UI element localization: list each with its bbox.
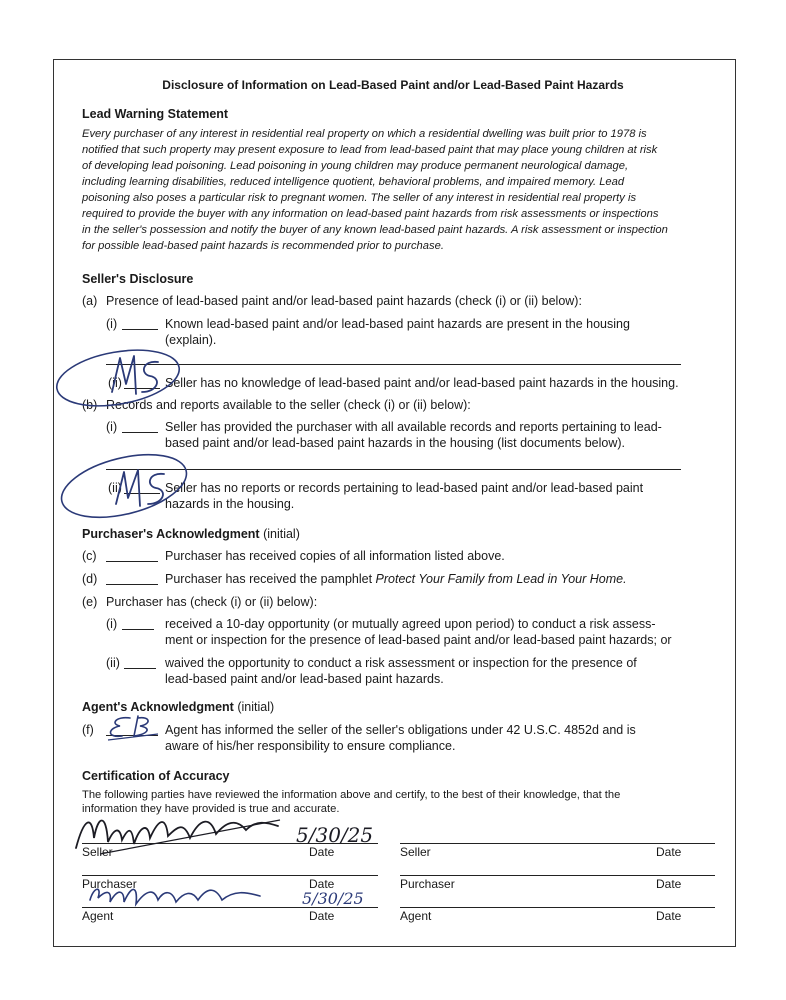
warning-line: required to provide the buyer with any information on lead-based paint hazards from risk assessments or inspections — [82, 208, 659, 220]
agent-label-left: Agent — [82, 909, 114, 923]
warning-line: of developing lead poisoning. Lead poisoning in young children may produce permanent neurological damage, — [82, 160, 629, 172]
seller-signature-handwritten — [70, 808, 290, 858]
item-e-i-line2: ment or inspection for the presence of lead-based paint and/or lead-based paint hazards; or — [165, 633, 672, 647]
item-b-i-line2: based paint and/or lead-based paint hazards in the housing (list documents below). — [165, 436, 626, 450]
item-a-ii-num: (ii) — [108, 376, 122, 390]
item-a-i-line2: (explain). — [165, 333, 217, 347]
seller-date-ink-text: 5/30/25 — [296, 823, 374, 847]
purchaser-label-left: Purchaser — [82, 877, 137, 891]
agent-initials-f-handwritten — [104, 712, 164, 742]
warning-line: including learning disabilities, reduced intelligence quotient, behavioral problems, and impaired memory. Lead — [82, 176, 625, 188]
agents-ack-initial-note: (initial) — [237, 700, 275, 714]
item-e-ii-line1: waived the opportunity to conduct a risk assessment or inspection for the presence of — [165, 656, 637, 670]
item-d-text-plain: Purchaser has received the pamphlet — [165, 572, 376, 586]
lead-warning-heading: Lead Warning Statement — [82, 107, 229, 121]
seller-date-label-left: Date — [309, 845, 335, 859]
item-c-letter: (c) — [82, 549, 97, 563]
item-a-letter: (a) — [82, 294, 98, 308]
seller-label-left: Seller — [82, 845, 113, 859]
warning-line: Every purchaser of any interest in residential real property on which a residential dwelling was built prior to 1978 is — [82, 128, 647, 140]
item-b-text: Records and reports available to the seller (check (i) or (ii) below): — [106, 398, 471, 412]
item-e-i-num: (i) — [106, 617, 118, 631]
seller-initials-a-ii-handwritten — [50, 340, 190, 410]
item-a-text: Presence of lead-based paint and/or lead-based paint hazards (check (i) or (ii) below): — [106, 294, 582, 308]
item-c-initial-blank[interactable] — [106, 561, 158, 562]
agent-date-ink-text: 5/30/25 — [302, 889, 364, 908]
seller-date-label-right: Date — [656, 845, 682, 859]
pamphlet-title: Protect Your Family from Lead in Your Home. — [375, 572, 627, 586]
purchaser-date-label-right: Date — [656, 877, 682, 891]
purchaser-date-label-left: Date — [309, 877, 335, 891]
item-f-line2: aware of his/her responsibility to ensure compliance. — [165, 739, 456, 753]
item-e-i-initial-blank[interactable] — [122, 629, 154, 630]
item-b-i-num: (i) — [106, 420, 118, 434]
purchaser-signature-line-right[interactable] — [400, 875, 715, 876]
purchasers-ack-initial-note: (initial) — [263, 527, 300, 541]
item-f-line1: Agent has informed the seller of the seller's obligations under 42 U.S.C. 4852d and is — [165, 723, 636, 737]
lead-warning-text — [82, 126, 722, 254]
item-c-text: Purchaser has received copies of all information listed above. — [165, 549, 505, 563]
warning-line: for possible lead-based paint hazards is recommended prior to purchase. — [82, 240, 444, 252]
item-e-ii-line2: lead-based paint and/or lead-based paint hazards. — [165, 672, 444, 686]
sellers-disclosure-heading: Seller's Disclosure — [82, 272, 194, 286]
certification-line1: The following parties have reviewed the information above and certify, to the best of their knowledge, that the — [82, 789, 621, 801]
item-a-i-num: (i) — [106, 317, 118, 331]
item-f-letter: (f) — [82, 723, 94, 737]
purchaser-label-right: Purchaser — [400, 877, 455, 891]
agent-date-label-right: Date — [656, 909, 682, 923]
item-d-text — [165, 572, 627, 586]
explain-line[interactable] — [106, 364, 681, 365]
item-b-i-line1: Seller has provided the purchaser with all available records and reports pertaining to lead- — [165, 420, 662, 434]
item-b-ii-num: (ii) — [108, 481, 122, 495]
warning-line: in the seller's possession and notify the buyer of any known lead-based paint hazards. A risk assessment or inspection — [82, 224, 668, 236]
agents-ack-title: Agent's Acknowledgment — [82, 700, 234, 714]
seller-initials-b-ii-handwritten — [52, 446, 198, 526]
warning-line: notified that such property may present exposure to lead from lead-based paint that may place young children at risk — [82, 144, 658, 156]
warning-line: poisoning also poses a particular risk to pregnant women. The seller of any interest in residential real property is — [82, 192, 637, 204]
item-a-i-line1: Known lead-based paint and/or lead-based paint hazards are present in the housing — [165, 317, 630, 331]
purchaser-signature-line-left[interactable] — [82, 875, 378, 876]
purchasers-ack-title: Purchaser's Acknowledgment — [82, 527, 260, 541]
item-a-ii-text: Seller has no knowledge of lead-based paint and/or lead-based paint hazards in the housing. — [165, 376, 679, 390]
item-e-letter: (e) — [82, 595, 98, 609]
item-e-ii-initial-blank[interactable] — [124, 668, 156, 669]
item-e-ii-num: (ii) — [106, 656, 120, 670]
seller-signature-line-right[interactable] — [400, 843, 715, 844]
form-title: Disclosure of Information on Lead-Based Paint and/or Lead-Based Paint Hazards — [162, 78, 624, 92]
item-e-i-line1: received a 10-day opportunity (or mutually agreed upon period) to conduct a risk assess- — [165, 617, 656, 631]
item-b-letter: (b) — [82, 398, 98, 412]
agent-signature-handwritten — [84, 880, 284, 910]
seller-label-right: Seller — [400, 845, 431, 859]
agent-date-label-left: Date — [309, 909, 335, 923]
certification-line2: information they have provided is true and accurate. — [82, 803, 340, 815]
agent-date-handwritten — [296, 882, 376, 912]
item-d-letter: (d) — [82, 572, 98, 586]
agent-label-right: Agent — [400, 909, 432, 923]
item-b-i-initial-blank[interactable] — [122, 432, 158, 433]
agent-signature-line-right[interactable] — [400, 907, 715, 908]
item-b-ii-line2: hazards in the housing. — [165, 497, 295, 511]
seller-date-handwritten — [290, 812, 380, 852]
item-a-i-initial-blank[interactable] — [122, 329, 158, 330]
item-d-initial-blank[interactable] — [106, 584, 158, 585]
item-e-text: Purchaser has (check (i) or (ii) below): — [106, 595, 318, 609]
purchasers-ack-heading — [82, 527, 300, 541]
item-b-ii-line1: Seller has no reports or records pertaining to lead-based paint and/or lead-based paint — [165, 481, 644, 495]
certification-heading: Certification of Accuracy — [82, 769, 230, 783]
